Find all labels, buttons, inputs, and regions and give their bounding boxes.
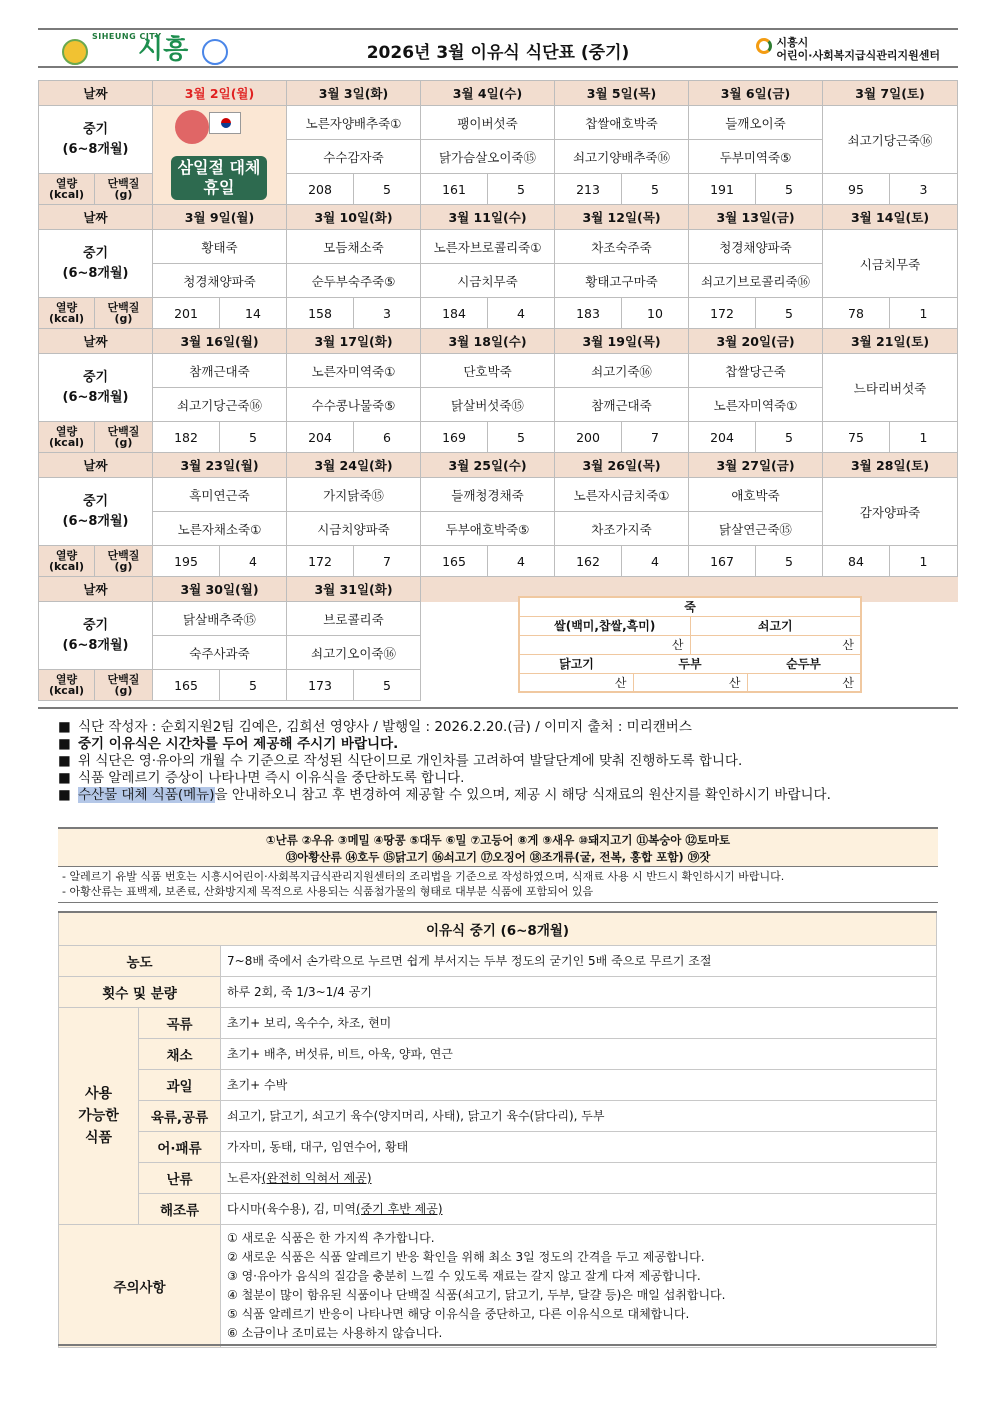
day-date: 3월 20일(금) (689, 329, 823, 354)
protein-label (95, 546, 153, 577)
protein-value: 5 (220, 670, 287, 701)
stage-label (39, 478, 153, 546)
menu-item: 수수콩나물죽⑤ (287, 388, 421, 422)
kcal-value: 173 (287, 670, 354, 701)
page-header (38, 28, 958, 68)
food-items-text: 노른자 (227, 1171, 262, 1185)
kcal-value: 158 (287, 298, 354, 329)
menu-item: 쇠고기오이죽⑯ (287, 636, 421, 670)
center-name-line1: 시흥시 (776, 36, 809, 49)
stage-name: 중기 (82, 121, 109, 137)
menu-item: 차조숙주죽 (555, 230, 689, 264)
menu-item: 노른자미역죽① (287, 354, 421, 388)
allergen-note: - 아황산류는 표백제, 보존료, 산화방지제 목적으로 사용되는 식품첨가물의 형태로 대부분 식품에 포함되어 있음 (62, 885, 594, 898)
allergen-legend (58, 827, 938, 867)
menu-item: 노른자양배추죽① (287, 106, 421, 140)
kcal-value: 78 (823, 298, 890, 329)
menu-item: 브로콜리죽 (287, 602, 421, 636)
menu-item: 감자양파죽 (823, 478, 958, 546)
food-category: 육류,공류 (139, 1100, 221, 1131)
day-date: 3월 23일(월) (153, 453, 287, 478)
date-header-label: 날짜 (39, 81, 153, 106)
origin-rice-label: 쌀(백미,찹쌀,흑미) (519, 616, 690, 635)
menu-item: 노른자브로콜리죽① (421, 230, 555, 264)
protein-value: 5 (488, 422, 555, 453)
day-date: 3월 14일(토) (823, 205, 958, 230)
density-value: 7~8배 죽에서 손가락으로 누르면 쉽게 부서지는 두부 정도의 굳기인 5배 죽으로 무르기 조절 (221, 945, 937, 976)
protein-value: 7 (622, 422, 689, 453)
protein-label-text: 단백질 (107, 301, 140, 314)
kcal-value: 162 (555, 546, 622, 577)
protein-value: 1 (890, 422, 958, 453)
note-item: ■ 위 식단은 영·유아의 개월 수 기준으로 작성된 식단이므로 개인차를 고려하여 발달단계에 맞춰 진행하도록 합니다. (58, 753, 938, 770)
stage-age: (6~8개월) (62, 513, 129, 529)
food-category: 해조류 (139, 1193, 221, 1224)
kcal-label (39, 422, 95, 453)
protein-value: 3 (354, 298, 421, 329)
kcal-label-text: 열량 (55, 301, 78, 314)
protein-value: 4 (220, 546, 287, 577)
origin-table (518, 596, 862, 693)
protein-value: 4 (488, 546, 555, 577)
note-item: ■ 중기 이유식은 시간차를 두어 제공해 주시기 바랍니다. (58, 736, 938, 753)
menu-item: 쇠고기죽⑯ (555, 354, 689, 388)
menu-item: 들깨오이죽 (689, 106, 823, 140)
origin-title: 죽 (519, 597, 861, 616)
usable-label-line: 식품 (84, 1129, 113, 1146)
menu-item: 단호박죽 (421, 354, 555, 388)
menu-item: 모듬채소죽 (287, 230, 421, 264)
day-date: 3월 10일(화) (287, 205, 421, 230)
menu-item: 두부미역죽⑤ (689, 140, 823, 174)
protein-value: 4 (488, 298, 555, 329)
menu-item: 닭가슴살오이죽⑮ (421, 140, 555, 174)
protein-value: 3 (890, 174, 958, 205)
protein-value: 5 (756, 298, 823, 329)
menu-item: 찹쌀애호박죽 (555, 106, 689, 140)
protein-value: 14 (220, 298, 287, 329)
stage-age: (6~8개월) (62, 637, 129, 653)
food-category: 곡류 (139, 1007, 221, 1038)
caution-list (221, 1224, 937, 1347)
menu-item: 찹쌀당근죽 (689, 354, 823, 388)
caution-item: ⑥ 소금이나 조미료는 사용하지 않습니다. (227, 1325, 443, 1340)
stage-label (39, 230, 153, 298)
day-date: 3월 9일(월) (153, 205, 287, 230)
food-items: 초기+ 수박 (221, 1069, 937, 1100)
usable-foods-label (59, 1007, 139, 1224)
caution-item: ③ 영·유아가 음식의 질감을 충분히 느낄 수 있도록 재료는 갈지 않고 잘게 다져 제공합니다. (227, 1268, 701, 1283)
menu-item: 청경채양파죽 (153, 264, 287, 298)
protein-label-text: 단백질 (107, 425, 140, 438)
note-item: ■ 식단 작성자 : 순회지원2팀 김예은, 김희선 영양사 / 발행일 : 2026.2.20.(금) / 이미지 출처 : 미리캔버스 (58, 719, 938, 736)
kcal-label-text: 열량 (55, 177, 78, 190)
origin-soft-tofu-label: 순두부 (747, 654, 861, 673)
day-date: 3월 3일(화) (287, 81, 421, 106)
protein-value: 5 (354, 174, 421, 205)
note-text: 을 안내하오니 참고 후 변경하여 제공할 수 있으며, 제공 시 해당 식재료의 원산지를 확인하시기 바랍니다. (214, 787, 831, 803)
kcal-unit: (kcal) (48, 684, 85, 697)
day-date: 3월 30일(월) (153, 577, 287, 602)
food-category: 과일 (139, 1069, 221, 1100)
date-header-label: 날짜 (39, 329, 153, 354)
menu-item: 시금치무죽 (421, 264, 555, 298)
menu-item: 차조가지죽 (555, 512, 689, 546)
density-label: 농도 (59, 945, 221, 976)
kcal-value: 184 (421, 298, 488, 329)
caution-item: ② 새로운 식품은 식품 알레르기 반응 확인을 위해 최소 3일 정도의 간격을 두고 제공합니다. (227, 1249, 705, 1264)
divider (58, 902, 938, 903)
day-date: 3월 18일(수) (421, 329, 555, 354)
menu-item: 애호박죽 (689, 478, 823, 512)
kcal-unit: (kcal) (48, 188, 85, 201)
flower-icon (175, 110, 209, 144)
kcal-value: 213 (555, 174, 622, 205)
date-header-label: 날짜 (39, 577, 153, 602)
protein-unit: (g) (114, 188, 133, 201)
day-date: 3월 7일(토) (823, 81, 958, 106)
allergen-line: ⑬아황산류 ⑭호두 ⑮닭고기 ⑯쇠고기 ⑰오징어 ⑱조개류(굴, 전복, 홍합 포함) ⑲잣 (285, 850, 711, 864)
kcal-value: 195 (153, 546, 220, 577)
protein-label (95, 422, 153, 453)
day-date: 3월 2일(월) (153, 81, 287, 106)
protein-value: 5 (756, 174, 823, 205)
day-date: 3월 25일(수) (421, 453, 555, 478)
food-items: 초기+ 보리, 옥수수, 차조, 현미 (221, 1007, 937, 1038)
stage-label (39, 602, 153, 670)
menu-item: 시금치무죽 (823, 230, 958, 298)
food-category: 난류 (139, 1162, 221, 1193)
day-date: 3월 12일(목) (555, 205, 689, 230)
day-date: 3월 4일(수) (421, 81, 555, 106)
day-date: 3월 17일(화) (287, 329, 421, 354)
note-highlight: 수산물 대체 식품(메뉴) (78, 787, 215, 803)
menu-item: 쇠고기브로콜리죽⑯ (689, 264, 823, 298)
stage-age: (6~8개월) (62, 265, 129, 281)
menu-item: 참깨근대죽 (153, 354, 287, 388)
kcal-value: 169 (421, 422, 488, 453)
menu-item: 쇠고기당근죽⑯ (153, 388, 287, 422)
protein-unit: (g) (114, 436, 133, 449)
menu-item: 시금치양파죽 (287, 512, 421, 546)
kcal-value: 200 (555, 422, 622, 453)
protein-label (95, 670, 153, 701)
holiday-image (153, 106, 287, 205)
day-date: 3월 5일(목) (555, 81, 689, 106)
food-items-note: (완전히 익혀서 제공) (261, 1171, 372, 1185)
kcal-value: 165 (153, 670, 220, 701)
origin-beef-value: 산 (690, 635, 861, 654)
stage-name: 중기 (82, 617, 109, 633)
kcal-label (39, 546, 95, 577)
menu-item: 노른자채소죽① (153, 512, 287, 546)
allergen-line: ①난류 ②우유 ③메밀 ④땅콩 ⑤대두 ⑥밀 ⑦고등어 ⑧게 ⑨새우 ⑩돼지고기 ⑪복숭아 ⑫토마토 (265, 833, 731, 847)
caution-item: ① 새로운 식품은 한 가지씩 추가합니다. (227, 1230, 435, 1245)
food-category: 채소 (139, 1038, 221, 1069)
menu-item: 노른자미역죽① (689, 388, 823, 422)
menu-item: 참깨근대죽 (555, 388, 689, 422)
guide-title: 이유식 중기 (6~8개월) (59, 912, 937, 945)
protein-unit: (g) (114, 684, 133, 697)
menu-item: 가지닭죽⑮ (287, 478, 421, 512)
food-items (221, 1162, 937, 1193)
kcal-value: 204 (287, 422, 354, 453)
day-date: 3월 19일(목) (555, 329, 689, 354)
divider (58, 1344, 936, 1346)
protein-value: 5 (354, 670, 421, 701)
protein-label (95, 298, 153, 329)
kcal-value: 183 (555, 298, 622, 329)
holiday-illustration (153, 106, 286, 204)
protein-value: 5 (488, 174, 555, 205)
allergen-notes (62, 869, 942, 899)
menu-item: 수수감자죽 (287, 140, 421, 174)
menu-item: 닭살버섯죽⑮ (421, 388, 555, 422)
protein-value: 5 (756, 546, 823, 577)
food-category: 어·패류 (139, 1131, 221, 1162)
protein-value: 4 (622, 546, 689, 577)
origin-tofu-label: 두부 (633, 654, 747, 673)
menu-item: 황태고구마죽 (555, 264, 689, 298)
protein-value: 1 (890, 546, 958, 577)
day-date: 3월 31일(화) (287, 577, 421, 602)
origin-tofu-value: 산 (633, 673, 747, 692)
stage-name: 중기 (82, 493, 109, 509)
menu-item: 들깨청경채죽 (421, 478, 555, 512)
note-item: ■ 식품 알레르기 증상이 나타나면 즉시 이유식을 중단하도록 합니다. (58, 770, 938, 787)
center-name-line2: 어린이·사회복지급식관리지원센터 (776, 49, 940, 62)
kcal-label (39, 174, 95, 205)
kcal-value: 165 (421, 546, 488, 577)
day-date: 3월 27일(금) (689, 453, 823, 478)
day-date: 3월 24일(화) (287, 453, 421, 478)
date-header-label: 날짜 (39, 205, 153, 230)
food-items: 초기+ 배추, 버섯류, 비트, 아욱, 양파, 연근 (221, 1038, 937, 1069)
taeguk-icon (221, 118, 231, 128)
protein-value: 7 (354, 546, 421, 577)
protein-unit: (g) (114, 560, 133, 573)
kcal-value: 161 (421, 174, 488, 205)
kcal-value: 172 (689, 298, 756, 329)
food-items (221, 1193, 937, 1224)
protein-value: 6 (354, 422, 421, 453)
kcal-value: 172 (287, 546, 354, 577)
divider (38, 707, 958, 709)
protein-label-text: 단백질 (107, 673, 140, 686)
stage-label (39, 106, 153, 174)
center-logo (776, 36, 940, 62)
allergen-note: - 알레르기 유발 식품 번호는 시흥시어린이·사회복지급식관리지원센터의 조리법을 기준으로 작성하였으며, 식재료 사용 시 반드시 확인하시기 바랍니다. (62, 870, 785, 883)
city-name-en: SIHEUNG CITY (92, 32, 162, 41)
menu-item: 팽이버섯죽 (421, 106, 555, 140)
menu-item: 느타리버섯죽 (823, 354, 958, 422)
kcal-unit: (kcal) (48, 312, 85, 325)
kcal-value: 75 (823, 422, 890, 453)
page-title: 2026년 3월 이유식 식단표 (중기) (366, 43, 630, 63)
kcal-value: 84 (823, 546, 890, 577)
kcal-value: 167 (689, 546, 756, 577)
usable-label-line: 사용 (84, 1085, 113, 1102)
day-date: 3월 21일(토) (823, 329, 958, 354)
stage-name: 중기 (82, 245, 109, 261)
kcal-label (39, 298, 95, 329)
food-items-text: 다시마(육수용), 김, 미역 (227, 1202, 356, 1216)
city-name-ko: 시흥 (138, 35, 189, 65)
menu-item: 닭살배추죽⑮ (153, 602, 287, 636)
day-date: 3월 16일(월) (153, 329, 287, 354)
protein-value: 1 (890, 298, 958, 329)
origin-soft-tofu-value: 산 (747, 673, 861, 692)
protein-value: 5 (220, 422, 287, 453)
caution-label: 주의사항 (59, 1224, 221, 1347)
day-date: 3월 13일(금) (689, 205, 823, 230)
menu-item: 숙주사과죽 (153, 636, 287, 670)
notes-list (58, 719, 938, 804)
menu-item: 순두부숙주죽⑤ (287, 264, 421, 298)
protein-label-text: 단백질 (107, 549, 140, 562)
day-date: 3월 6일(금) (689, 81, 823, 106)
menu-item: 닭살연근죽⑮ (689, 512, 823, 546)
day-date: 3월 11일(수) (421, 205, 555, 230)
protein-unit: (g) (114, 312, 133, 325)
caution-item: ④ 철분이 많이 함유된 식품이나 단백질 식품(쇠고기, 닭고기, 두부, 달걀 등)은 매일 섭취합니다. (227, 1287, 726, 1302)
food-items: 쇠고기, 닭고기, 쇠고기 육수(양지머리, 사태), 닭고기 육수(닭다리), 두부 (221, 1100, 937, 1131)
kcal-value: 208 (287, 174, 354, 205)
menu-item: 흑미연근죽 (153, 478, 287, 512)
kcal-label-text: 열량 (55, 549, 78, 562)
caution-item: ⑤ 식품 알레르기 반응이 나타나면 해당 이유식을 중단하고, 다른 이유식으로 대체합니다. (227, 1306, 690, 1321)
food-items-note: (중기 후반 제공) (355, 1202, 443, 1216)
stage-age: (6~8개월) (62, 389, 129, 405)
taegukgi-flag-icon (209, 112, 241, 134)
date-header-label: 날짜 (39, 453, 153, 478)
protein-value: 10 (622, 298, 689, 329)
origin-beef-label: 쇠고기 (690, 616, 861, 635)
menu-item: 황태죽 (153, 230, 287, 264)
protein-label-text: 단백질 (107, 177, 140, 190)
stage-name: 중기 (82, 369, 109, 385)
usable-label-line: 가능한 (78, 1107, 119, 1124)
kcal-label-text: 열량 (55, 673, 78, 686)
kcal-unit: (kcal) (48, 436, 85, 449)
menu-item: 노른자시금치죽① (555, 478, 689, 512)
kcal-unit: (kcal) (48, 560, 85, 573)
menu-item: 청경채양파죽 (689, 230, 823, 264)
guide-table (58, 911, 937, 1348)
origin-rice-value: 산 (519, 635, 690, 654)
protein-value: 5 (622, 174, 689, 205)
stage-age: (6~8개월) (62, 141, 129, 157)
menu-item: 두부애호박죽⑤ (421, 512, 555, 546)
kcal-label-text: 열량 (55, 425, 78, 438)
kcal-value: 191 (689, 174, 756, 205)
menu-item: 쇠고기양배추죽⑯ (555, 140, 689, 174)
kcal-value: 182 (153, 422, 220, 453)
protein-label (95, 174, 153, 205)
holiday-text: 삼일절 대체 휴일 (171, 156, 267, 200)
day-date: 3월 28일(토) (823, 453, 958, 478)
amount-value: 하루 2회, 죽 1/3~1/4 공기 (221, 976, 937, 1007)
day-date: 3월 26일(목) (555, 453, 689, 478)
origin-chicken-value: 산 (519, 673, 633, 692)
protein-value: 5 (756, 422, 823, 453)
menu-item: 쇠고기당근죽⑯ (823, 106, 958, 174)
kcal-value: 201 (153, 298, 220, 329)
stage-label (39, 354, 153, 422)
food-items: 가자미, 동태, 대구, 임연수어, 황태 (221, 1131, 937, 1162)
amount-label: 횟수 및 분량 (59, 976, 221, 1007)
note-item (58, 787, 938, 804)
origin-chicken-label: 닭고기 (519, 654, 633, 673)
kcal-value: 204 (689, 422, 756, 453)
kcal-value: 95 (823, 174, 890, 205)
kcal-label (39, 670, 95, 701)
